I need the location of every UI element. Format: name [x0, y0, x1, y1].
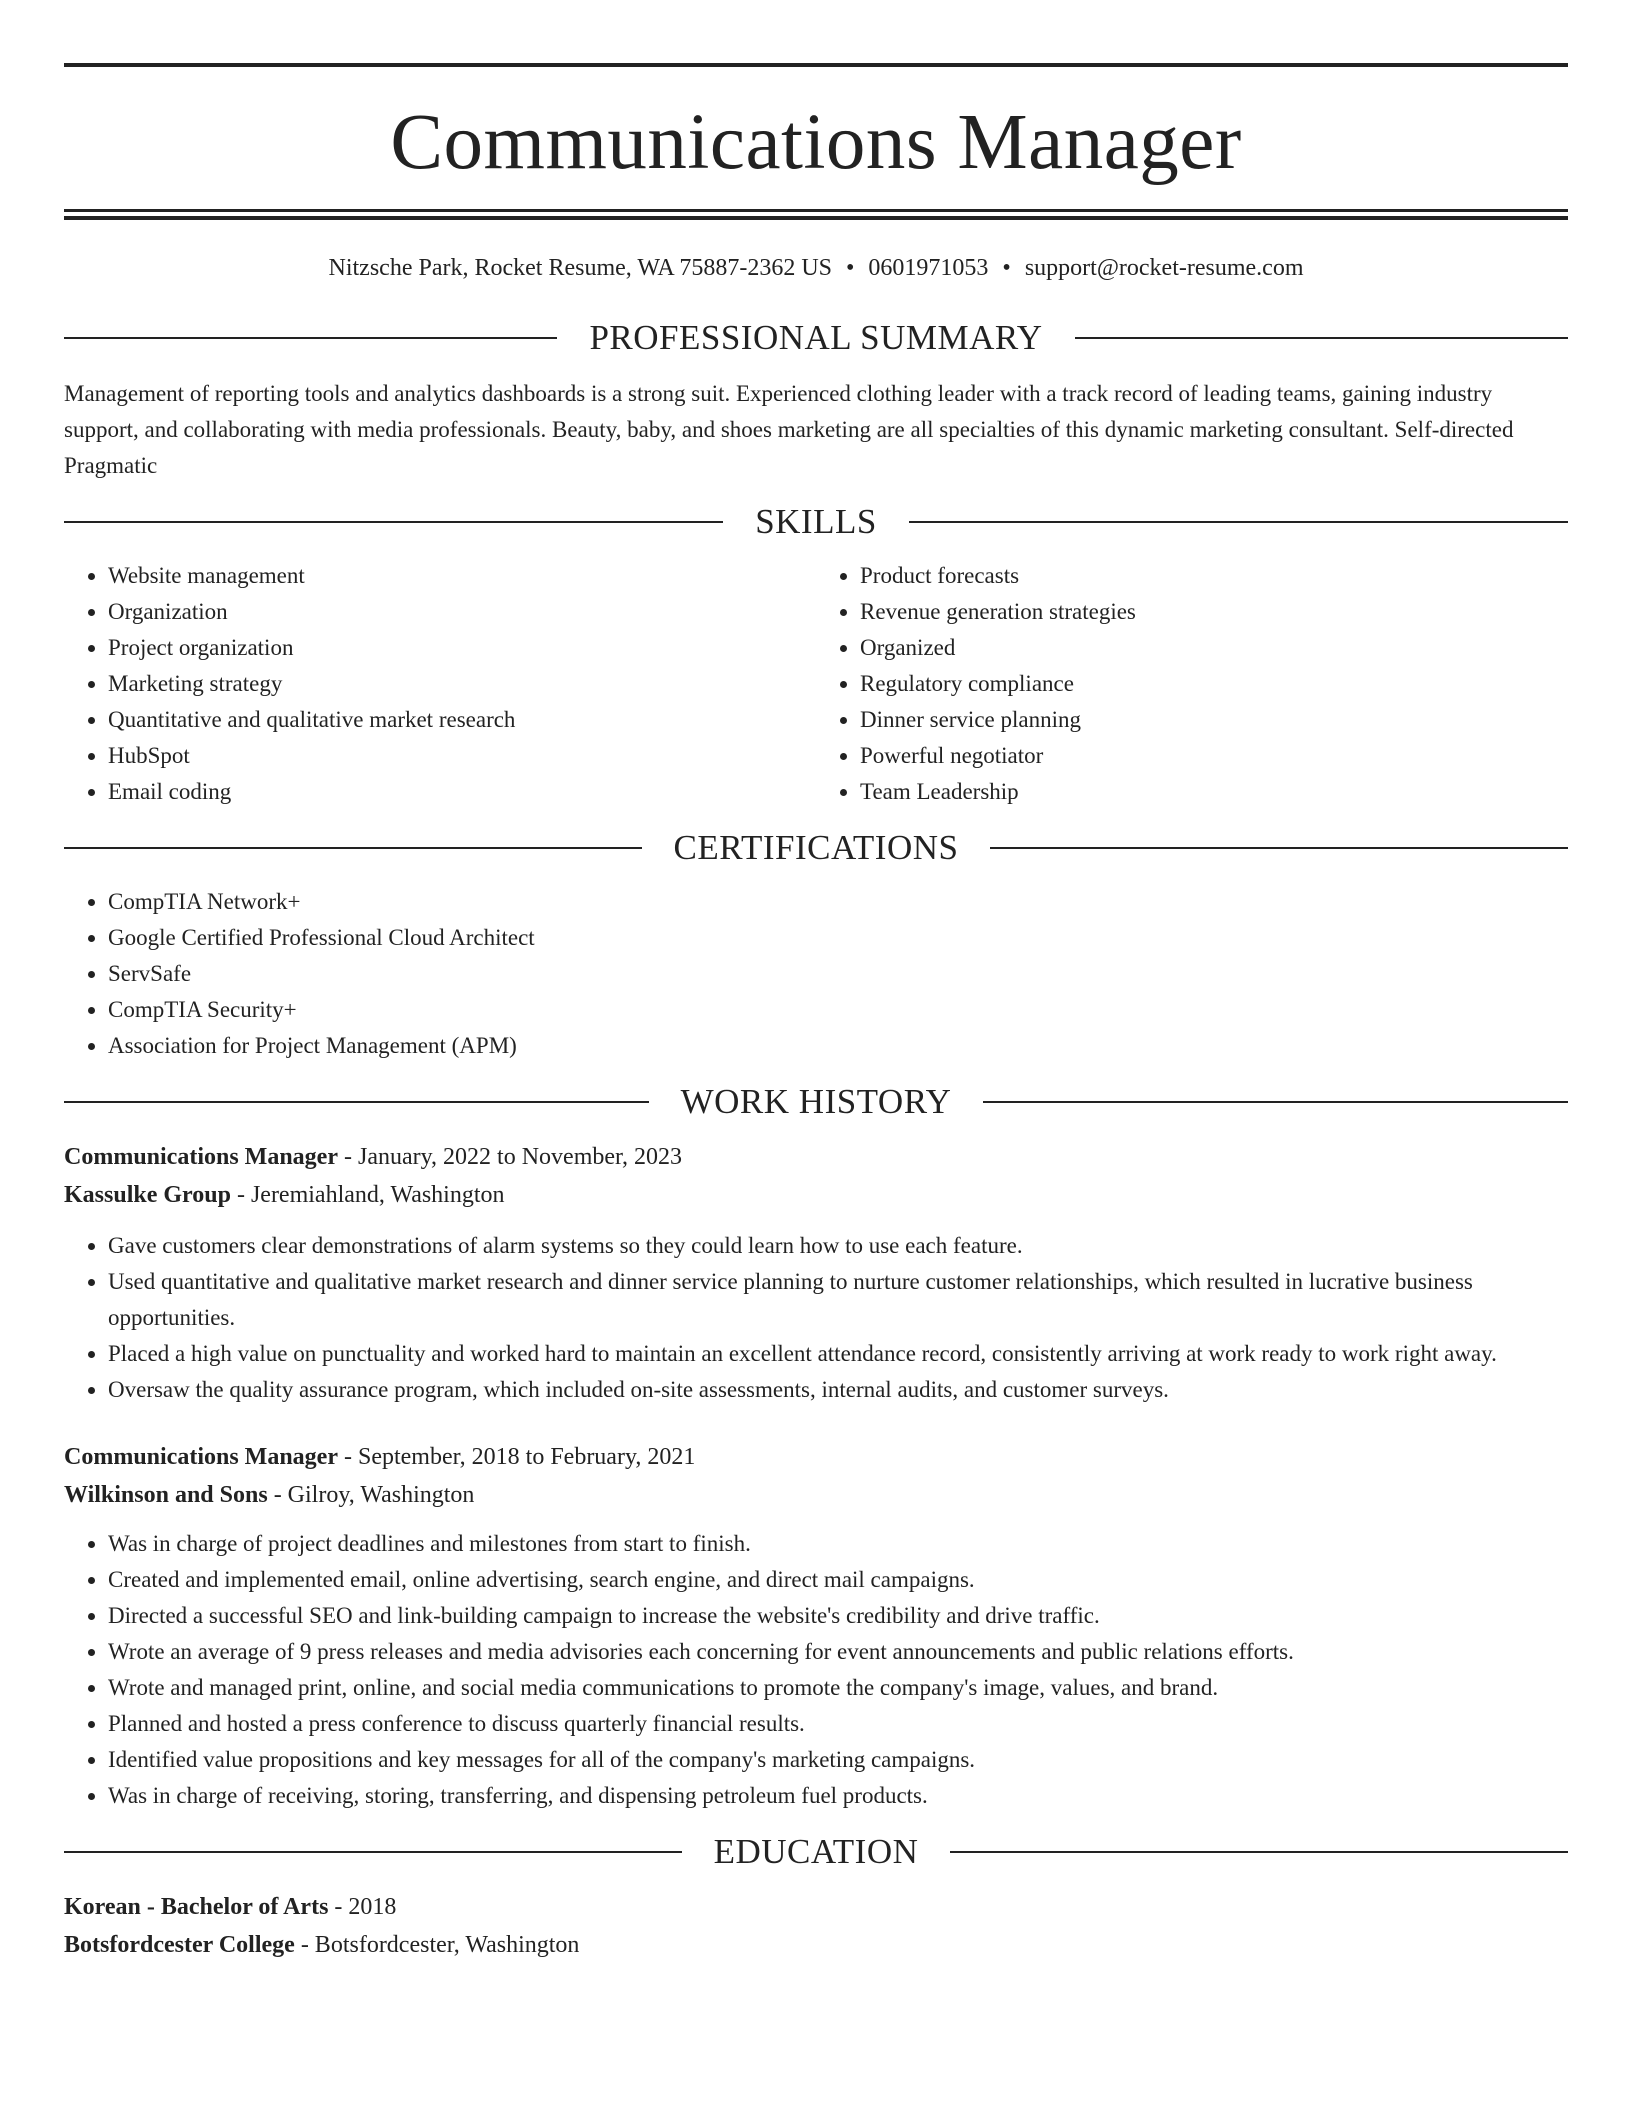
heading-rule: [64, 1101, 649, 1103]
heading-rule: [950, 1851, 1568, 1853]
certifications-list: [64, 884, 1568, 1064]
job-title: Communications Manager: [64, 1144, 338, 1170]
heading-rule: [909, 521, 1568, 523]
list-item: • Organized: [860, 630, 1568, 666]
job-title-line: [64, 1438, 1568, 1476]
list-item: • Dinner service planning: [860, 702, 1568, 738]
section-heading-skills: [64, 500, 1568, 544]
school: Botsfordcester College: [64, 1932, 295, 1958]
list-item: • Placed a high value on punctuality and worked hard to maintain an excellent attendance record, consistently arriving at work ready to work right away.: [108, 1336, 1568, 1372]
list-item: • Gave customers clear demonstrations of alarm systems so they could learn how to use each feature.: [108, 1228, 1568, 1264]
degree-line: [64, 1888, 1568, 1926]
education-entry: [64, 1888, 1568, 1964]
school-line: [64, 1926, 1568, 1964]
section-heading-certifications: [64, 826, 1568, 870]
double-rule: [64, 209, 1568, 220]
list-item: • Product forecasts: [860, 558, 1568, 594]
list-item: • Team Leadership: [860, 774, 1568, 810]
separator: •: [1002, 255, 1011, 281]
resume-name: Communications Manager: [390, 99, 1242, 186]
resume-page: [64, 0, 1568, 1964]
heading-rule: [64, 847, 642, 849]
skills-column-left: [64, 558, 816, 810]
list-item: • ServSafe: [108, 956, 1568, 992]
job-title-line: [64, 1138, 1568, 1176]
heading-rule: [64, 521, 723, 523]
job-bullets: [64, 1526, 1568, 1814]
list-item: • Was in charge of project deadlines and milestones from start to finish.: [108, 1526, 1568, 1562]
section-heading-education: [64, 1830, 1568, 1874]
list-item: • Directed a successful SEO and link-building campaign to increase the website's credibility and drive traffic.: [108, 1598, 1568, 1634]
graduation-year: - 2018: [328, 1894, 397, 1920]
list-item: • Was in charge of receiving, storing, transferring, and dispensing petroleum fuel products.: [108, 1778, 1568, 1814]
job-location: - Gilroy, Washington: [267, 1482, 475, 1508]
heading-rule: [64, 1851, 682, 1853]
list-item: • Wrote an average of 9 press releases and media advisories each concerning for event announcements and public relations efforts.: [108, 1634, 1568, 1670]
section-title: WORK HISTORY: [680, 1082, 952, 1121]
list-item: • Project organization: [108, 630, 816, 666]
list-item: • Created and implemented email, online advertising, search engine, and direct mail campaigns.: [108, 1562, 1568, 1598]
list-item: • Powerful negotiator: [860, 738, 1568, 774]
list-item: • Website management: [108, 558, 816, 594]
list-item: • Quantitative and qualitative market research: [108, 702, 816, 738]
job-dates: - January, 2022 to November, 2023: [337, 1144, 683, 1170]
email[interactable]: support@rocket-resume.com: [1024, 255, 1304, 281]
contact-line: [64, 254, 1568, 294]
job-bullets: [64, 1228, 1568, 1408]
heading-rule: [1075, 337, 1568, 339]
section-title: PROFESSIONAL SUMMARY: [589, 318, 1043, 357]
list-item: • Revenue generation strategies: [860, 594, 1568, 630]
section-title: CERTIFICATIONS: [673, 828, 959, 867]
section-heading-work-history: [64, 1080, 1568, 1124]
job-company-line: [64, 1176, 1568, 1214]
skills-list: [64, 558, 1568, 810]
section-heading-summary: [64, 316, 1568, 360]
job-entry: [64, 1438, 1568, 1814]
heading-rule: [990, 847, 1568, 849]
section-title: SKILLS: [755, 502, 877, 541]
job-company-line: [64, 1476, 1568, 1514]
school-location: - Botsfordcester, Washington: [294, 1932, 580, 1958]
list-item: • Association for Project Management (APM): [108, 1028, 1568, 1064]
top-rule: [64, 63, 1568, 67]
job-title: Communications Manager: [64, 1444, 338, 1470]
phone[interactable]: 0601971053: [868, 255, 989, 281]
list-item: • HubSpot: [108, 738, 816, 774]
section-title: EDUCATION: [713, 1832, 919, 1871]
list-item: • Marketing strategy: [108, 666, 816, 702]
list-item: • CompTIA Security+: [108, 992, 1568, 1028]
list-item: • Email coding: [108, 774, 816, 810]
job-entry: [64, 1138, 1568, 1408]
list-item: • Google Certified Professional Cloud Architect: [108, 920, 1568, 956]
list-item: • Organization: [108, 594, 816, 630]
summary-text: Management of reporting tools and analytics dashboards is a strong suit. Experienced clothing leader with a track record of leading teams, gaining industry support, and collaborating with media professionals. Beauty, baby, and shoes marketing are all specialties of this dynamic marketing consultant. Self-directed Pragmatic: [64, 381, 1514, 478]
list-item: • Planned and hosted a press conference to discuss quarterly financial results.: [108, 1706, 1568, 1742]
heading-rule: [64, 337, 557, 339]
list-item: • Wrote and managed print, online, and social media communications to promote the company's image, values, and brand.: [108, 1670, 1568, 1706]
list-item: • Oversaw the quality assurance program, which included on-site assessments, internal audits, and customer surveys.: [108, 1372, 1568, 1408]
job-dates: - September, 2018 to February, 2021: [337, 1444, 696, 1470]
list-item: • Used quantitative and qualitative market research and dinner service planning to nurture customer relationships, which resulted in lucrative business opportunities.: [108, 1264, 1568, 1336]
heading-rule: [983, 1101, 1568, 1103]
job-location: - Jeremiahland, Washington: [230, 1182, 505, 1208]
degree: Korean - Bachelor of Arts: [64, 1894, 329, 1920]
list-item: • CompTIA Network+: [108, 884, 1568, 920]
address: Nitzsche Park, Rocket Resume, WA 75887-2362 US: [328, 255, 832, 281]
skills-column-right: [816, 558, 1568, 810]
job-company: Wilkinson and Sons: [64, 1482, 268, 1508]
list-item: • Identified value propositions and key messages for all of the company's marketing campaigns.: [108, 1742, 1568, 1778]
job-company: Kassulke Group: [64, 1182, 231, 1208]
separator: •: [846, 255, 855, 281]
list-item: • Regulatory compliance: [860, 666, 1568, 702]
